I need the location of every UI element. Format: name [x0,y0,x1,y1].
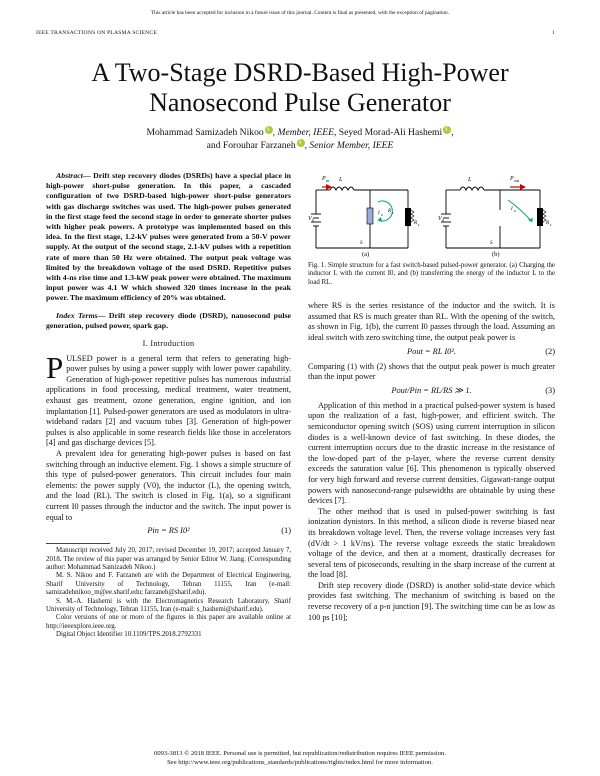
orcid-icon[interactable] [443,126,451,134]
svg-text:P: P [322,176,326,182]
figure-label-a: (a) [362,251,370,258]
right-column [308,262,555,623]
svg-text:in: in [326,178,330,183]
svg-text:0: 0 [442,218,444,223]
svg-text:I: I [511,207,513,212]
section-1-heading: I. Introduction [142,339,195,349]
footnote-rule [46,543,110,544]
acceptance-notice: This article has been accepted for inclusion in a future issue of this journal. Content is final as presented, with the exception of pagination. [150,10,450,16]
index-terms: Index Terms— Drift step recovery diode (DSRD), nanosecond pulse generation, pulsed power, spark gap. [46,310,292,330]
page-number: 1 [552,30,555,36]
equation-3: Pout/Pin = RL/RS ≫ 1. (3) [391,385,555,395]
svg-text:0: 0 [514,209,516,213]
svg-text:L: L [392,211,395,215]
author-farzaneh-grade: , Senior Member, IEEE [304,140,394,151]
svg-text:out: out [514,178,520,183]
svg-text:S: S [490,241,493,246]
svg-text:I: I [378,211,380,216]
svg-text:L: L [339,177,343,183]
svg-text:0: 0 [381,213,383,217]
equation-1: Pin = RS I0² (1) [147,526,291,536]
svg-text:R: R [388,209,392,214]
right-paragraph-3: Application of this method in a practical pulsed-power system is based upon the realization of a fast, high-power, and efficient switch. The semiconductor opening switch (SOS) using current interruption in silicon diodes is a well-known device of fast switching. In these diodes, the current interruption occurs due to the drastic increase in the resistance of the low-doped part of the p-layer, where the reverse current density exceeds the saturation value [6]. This phenomenon is typically observed for very high forward and reverse current densities. Gigawatt-range output powers with nanosecond-range pulsewidths are obtainable by using these devices [7]. [308,400,555,506]
author-nikoo: Mohammad Samizadeh Nikoo [146,127,264,138]
paper-title-line2: Nanosecond Pulse Generator [149,88,451,117]
drop-cap: P [46,349,64,385]
svg-text:L: L [550,223,553,227]
svg-text:P: P [510,176,514,182]
permissions-link[interactable]: See http://www.ieee.org/publications_standards/publications/rights/index.html for more information. [167,759,433,766]
figure-label-b: (b) [492,251,500,258]
author-farzaneh: and Forouhar Farzaneh [206,140,296,151]
svg-text:L: L [468,177,472,183]
right-paragraph-1: where RS is the series resistance of the inductor and the switch. It is assumed that RS is much greater than RL. With the opening of the switch, as shown in Fig. 1(b), the current I0 passes through the load. Assuming an ideal switch with zero switching time, the output peak power is [308,301,555,342]
right-paragraph-2: Comparing (1) with (2) shows that the output peak power is much greater than the input power [308,361,555,382]
paper-title-line1: A Two-Stage DSRD-Based High-Power [91,58,509,87]
footnotes: Manuscript received July 20, 2017; revised December 19, 2017; accepted January 7, 2018. The review of this paper was arranged by Senior Editor W. Jiang. (Corresponding author: Mohammad Samizadeh Nikoo.) M. S. Nikoo and F. Farzaneh are with the Department of Electrical Engineering, Sharif University of Technology, Tehran 11155, Iran (e-mail: samizadehnikoo_m@ee.sharif.edu; farzaneh@sharif.edu). S. M.-A. Hashemi is with the Electromagnetics Research Laboratory, Sharif University of Technology, Tehran 11155, Iran (e-mail: s_hashemi@sharif.edu). Color versions of one or more of the figures in this paper are available online at http://ieeexplore.ieee.org. Digital Object Identifier 10.1109/TPS.2018.2792331 [46,547,291,639]
svg-text:R: R [546,221,550,226]
orcid-icon[interactable] [297,139,305,147]
right-paragraph-5: Drift step recovery diode (DSRD) is another solid-state device which provides fast switching. The mechanism of switching is based on the reverse recovery of a p-n junction [9]. The switching time can be as low as 100 ps [10]; [308,580,555,622]
svg-text:L: L [418,223,421,227]
figure-1-caption: Fig. 1. Simple structure for a fast switch-based pulsed-power generator. (a) Charging the inductor L with the current I0, and (b) transferring the energy of the inductor L to the load RL. [308,262,555,286]
copyright-line: 0093-3813 © 2018 IEEE. Personal use is permitted, but republication/redistribution requires IEEE permission. [154,750,446,757]
author-line-2 [0,139,600,152]
svg-text:S: S [360,241,363,246]
orcid-icon[interactable] [265,126,273,134]
right-paragraph-4: The other method that is used in pulsed-power switching is fast ionization dynistors. In this method, a silicon diode is reverse biased near its breakdown voltage level. Then, the reverse voltage increases very fast (dV/dt > 1 kV/ns). The reverse voltage exceeds the static breakdown voltage of the device, and then at a moment, drastically decreases for several tens of picoseconds, resulting in the sharp increase of the current at the load [8]. [308,506,555,580]
svg-text:R: R [414,221,418,226]
svg-text:V: V [308,216,312,222]
author-hashemi: , Seyed Morad-Ali Hashemi [333,127,443,138]
svg-text:0: 0 [312,218,314,223]
author-nikoo-grade: , Member, IEEE [272,127,334,138]
journal-name: IEEE TRANSACTIONS ON PLASMA SCIENCE [36,30,157,36]
author-line-1: Mohammad Samizadeh Nikooi , Member, IEEE, Seyed Morad-Ali Hashemii , [0,126,600,139]
svg-text:V: V [438,216,442,222]
intro-paragraph-2: A prevalent idea for generating high-power pulses is based on fast switching through an inductive element. Fig. 1 shows a simple structure of this type of pulsed-power generators. This circuit includes four main elements: the power supply (V0), the inductor (L), the opening switch, and the load (RL). The switch is closed in Fig. 1(a), so a significant current I0 passes through the inductor and the switch. The input power is equal to [46,448,291,522]
equation-2: Pout = RL I0². (2) [407,346,555,356]
left-column [46,171,291,640]
intro-paragraph-1: PULSED power is a general term that refers to generating high-power pulses by using a power supply with lower power capability. Generation of high-power repetitive pulses has numerous industrial applications in food processing, medical treatment, water treatment, exhaust gas treatment, ozone generation, engine ignition, and ion implantation [1]. Pulsed-power generators are used as modulators in ultra-wideband radars [2] and vacuum tubes [3]. Generation of high-power pulses is also applicable in some research fields like those in accelerators [4] and gas discharge devices [5]. [46,349,291,448]
abstract: Abstract— Drift step recovery diodes (DSRDs) have a special place in high-power short-pulse generation. In this paper, a cascaded configuration of two DSRD-based high-power short-pulse generators with gas discharge switches was used. The high-power pulses generated in the first stage feed the second stage in order to generate shorter pulses with higher peak powers. A prototype was implemented based on this idea. In the first stage, 1.2-kV pulses were generated from a 50-V power supply. At the output of the second stage, 2.1-kV pulses with a repetition rate of more than 50 Hz were obtained. The output peak voltage was limited by the breakdown voltage of the used DSRD. Repetitive pulses with 4-ns rise time and 1.3-kW peak power were obtained. The maximum input power was 4.1 W which showed 320 times increase in the peak power. The maximum efficiency of 20% was obtained. [46,171,291,303]
figure-1-circuit [308,170,558,258]
